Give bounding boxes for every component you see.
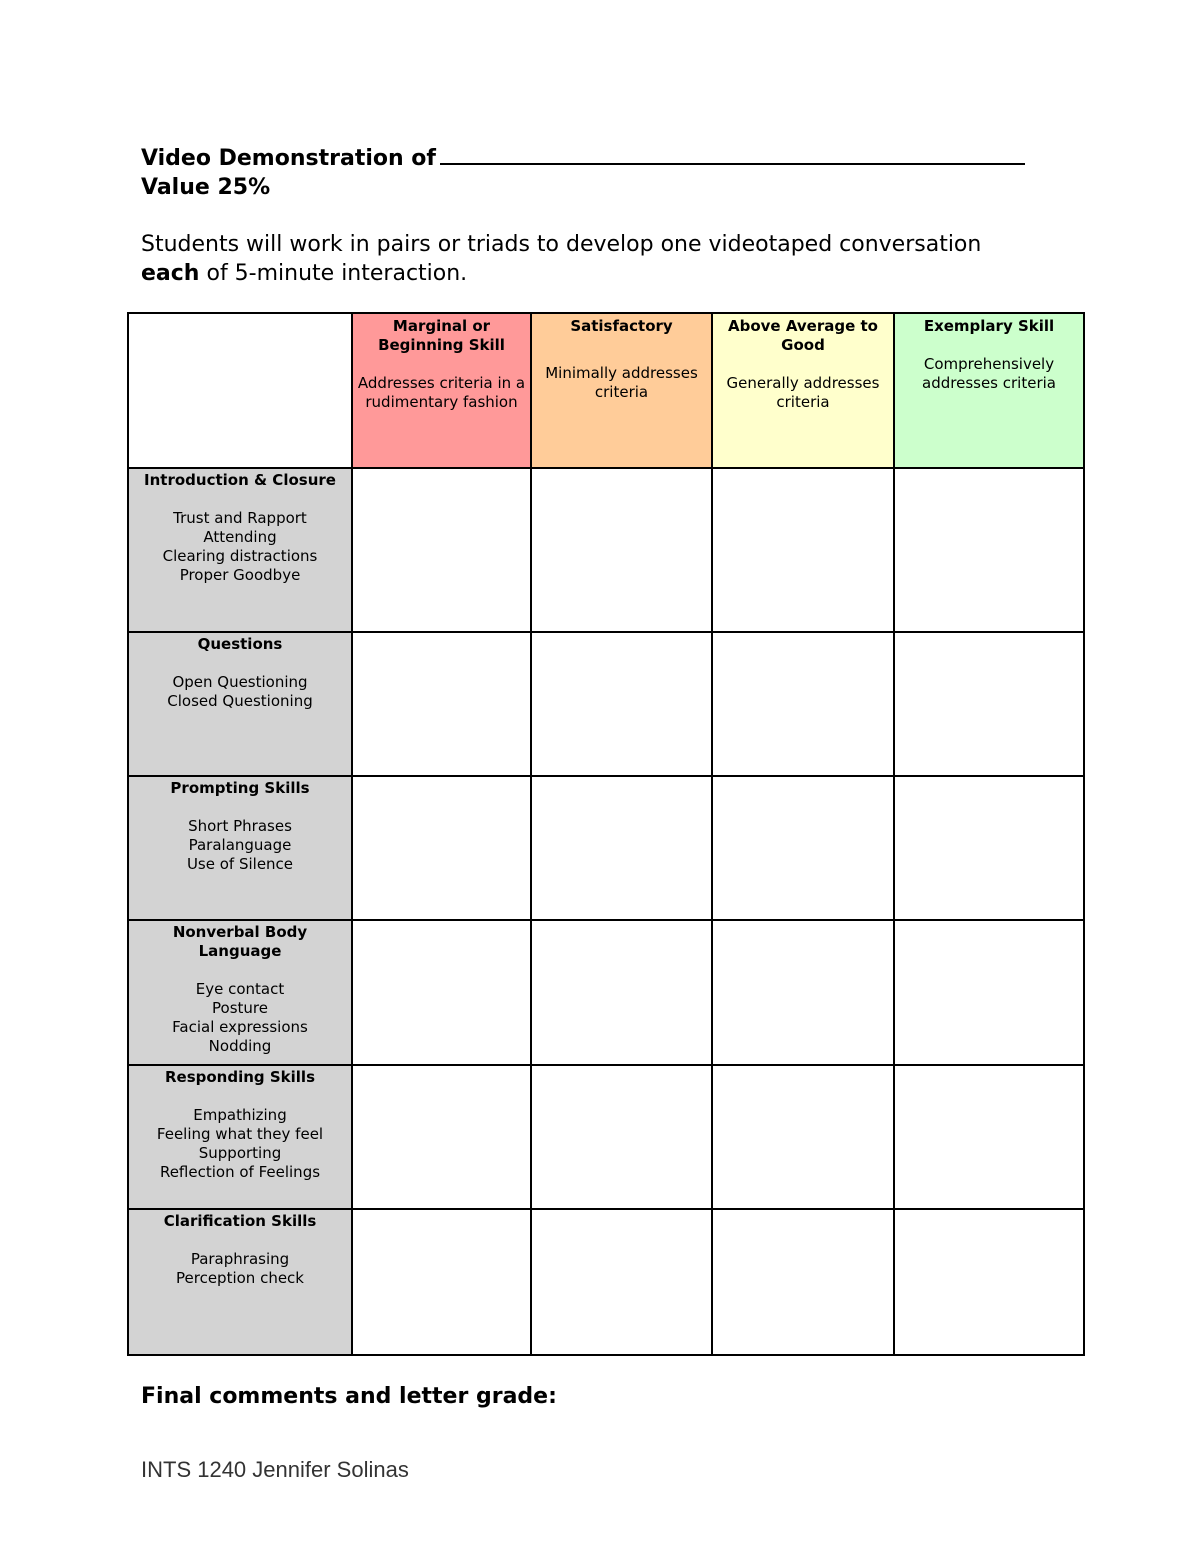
criterion-item: Supporting [198,1144,282,1162]
criterion-item: Closed Questioning [167,692,313,710]
score-cell[interactable] [531,1209,712,1355]
level-title: Exemplary Skill [923,317,1055,335]
criterion-item: Short Phrases [188,817,292,835]
criterion-item: Use of Silence [186,855,294,873]
score-cell[interactable] [894,920,1084,1065]
score-cell[interactable] [894,1209,1084,1355]
rubric-header-row [128,313,1084,468]
criterion-item: Paraphrasing [190,1250,290,1268]
criterion-items [129,1250,351,1288]
score-cell[interactable] [352,1209,531,1355]
score-cell[interactable] [531,776,712,920]
criterion-item: Attending [203,528,277,546]
criterion-title: Introduction & Closure [144,471,336,489]
criterion-item: Eye contact [195,980,285,998]
criterion-item: Reflection of Feelings [159,1163,321,1181]
intro-line-1: Students will work in pairs or triads to develop one videotaped conversation [141,232,982,257]
criterion-title: Prompting Skills [170,779,310,797]
criterion-items [129,1106,351,1182]
criterion-items [129,980,351,1056]
level-title: Marginal or Beginning Skill [378,317,505,354]
intro-bold-word: each [141,261,200,286]
criterion-title: Clarification Skills [163,1212,317,1230]
criterion-item: Clearing distractions [162,547,318,565]
level-title: Above Average to Good [728,317,878,354]
criterion-item: Trust and Rapport [173,509,307,527]
level-title: Satisfactory [570,317,673,335]
criterion-items [129,673,351,711]
score-cell[interactable] [352,632,531,776]
criterion-title: Questions [197,635,283,653]
rubric-row-responding [128,1065,1084,1209]
criterion-title: Responding Skills [164,1068,316,1086]
criterion-item: Paralanguage [188,836,292,854]
score-cell[interactable] [894,468,1084,632]
document-header [141,141,1061,288]
score-cell[interactable] [712,468,894,632]
intro-line-2: of 5-minute interaction. [199,261,468,286]
rubric-corner-cell [128,313,352,468]
score-cell[interactable] [894,1065,1084,1209]
score-cell[interactable] [712,1065,894,1209]
criterion-cell [128,632,352,776]
score-cell[interactable] [531,920,712,1065]
final-comments-label: Final comments and letter grade: [141,1384,557,1409]
criterion-items [129,817,351,874]
rubric-row-prompting [128,776,1084,920]
score-cell[interactable] [712,1209,894,1355]
criterion-cell [128,920,352,1065]
criterion-item: Perception check [176,1269,304,1287]
intro-paragraph [141,230,1061,288]
criterion-item: Posture [212,999,268,1017]
criterion-item: Open Questioning [172,673,308,691]
document-title: Video Demonstration of [141,146,436,171]
criterion-cell [128,776,352,920]
score-cell[interactable] [894,776,1084,920]
level-above-average [712,313,894,468]
criterion-cell [128,468,352,632]
title-blank-line [440,141,1025,165]
score-cell[interactable] [531,468,712,632]
level-desc: Generally addresses criteria [726,374,880,411]
criterion-title: Nonverbal Body Language [172,923,308,960]
level-desc: Minimally addresses criteria [545,364,698,401]
rubric-table [127,312,1085,1356]
title-line [141,141,1061,173]
score-cell[interactable] [352,468,531,632]
criterion-item: Empathizing [193,1106,287,1124]
score-cell[interactable] [531,1065,712,1209]
rubric-row-nonverbal [128,920,1084,1065]
level-marginal [352,313,531,468]
criterion-item: Proper Goodbye [179,566,301,584]
rubric-row-introduction [128,468,1084,632]
level-desc: Comprehensively addresses criteria [922,355,1056,392]
score-cell[interactable] [712,632,894,776]
level-desc: Addresses criteria in a rudimentary fashion [357,374,526,411]
page-footer: INTS 1240 Jennifer Solinas [141,1457,409,1482]
criterion-item: Facial expressions [172,1018,308,1036]
rubric-row-clarification [128,1209,1084,1355]
score-cell[interactable] [894,632,1084,776]
criterion-item: Nodding [208,1037,272,1055]
score-cell[interactable] [712,776,894,920]
level-exemplary [894,313,1084,468]
score-cell[interactable] [352,1065,531,1209]
score-cell[interactable] [352,776,531,920]
score-cell[interactable] [712,920,894,1065]
criterion-items [129,509,351,585]
level-satisfactory [531,313,712,468]
criterion-item: Feeling what they feel [156,1125,324,1143]
criterion-cell [128,1209,352,1355]
value-line: Value 25% [141,175,271,200]
score-cell[interactable] [531,632,712,776]
criterion-cell [128,1065,352,1209]
score-cell[interactable] [352,920,531,1065]
rubric-row-questions [128,632,1084,776]
